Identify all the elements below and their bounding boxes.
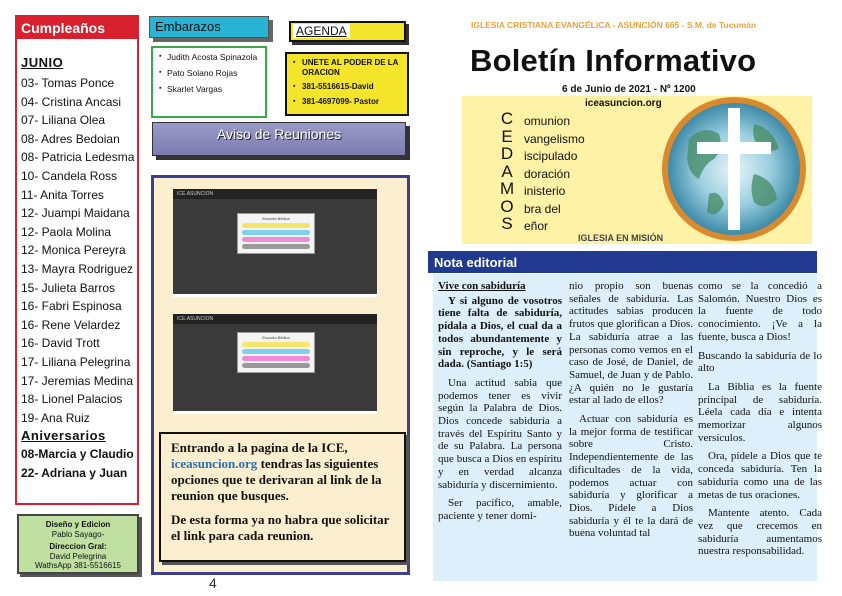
- editorial-column-3: [698, 280, 822, 564]
- editorial-paragraph: como se la concedió a Salomón. Nuestro Dios es la fuente de todo conocimiento. ¡Ve a la fuente, busca a Dios!: [698, 280, 822, 343]
- birthday-item: 12- Paola Molina: [21, 224, 112, 239]
- acrostic-word: doración: [524, 166, 571, 181]
- editorial-column-1: [438, 280, 562, 529]
- editorial-paragraph: nio propio son buenas señales de sabiduría. Las actitudes sabias producen frutos que glorifican a Dios. La sabiduría atrae a las personas como vemos en el caso de José, de Daniel, de Samuel, de Juan y de Pablo. ¿A quién no le gustaría estar al lado de ellos?: [569, 280, 693, 407]
- embarazos-box: [151, 46, 267, 118]
- reuniones-text: [159, 432, 406, 562]
- birthday-item: 07- Liliana Olea: [21, 113, 106, 128]
- director-name: David Pelegrina: [49, 551, 107, 561]
- screenshot-modal: [237, 332, 315, 373]
- agenda-box: [285, 52, 409, 116]
- embarazos-title: Embarazos: [149, 16, 269, 38]
- agenda-item: ▪ 381-5516615-David: [293, 82, 404, 92]
- anniversaries-title: Aniversarios: [21, 428, 106, 444]
- agenda-item: ▪ UNETE AL PODER DE LA ORACION: [293, 58, 404, 77]
- editorial-verse: Y si alguno de vosotros tiene falta de sabiduría, pídala a Dios, el cual da a todos abundantemente y sin reproche, y le será dada. (Santiago 1:5): [438, 294, 562, 371]
- embarazo-item: ▪ Judith Acosta Spinazola: [159, 52, 261, 62]
- website-label[interactable]: iceasuncion.org: [585, 98, 662, 109]
- editorial-paragraph: Ora, pídele a Dios que te conceda sabiduría. Ten la sabiduría como una de las metas de tus oraciones.: [698, 450, 822, 501]
- acrostic-words: [524, 113, 585, 236]
- page-number: 4: [209, 575, 217, 591]
- acrostic-word: iscipulado: [524, 149, 578, 163]
- birthday-item: 16- Fabri Espinosa: [21, 299, 122, 314]
- birthday-item: 11- Anita Torres: [21, 187, 104, 202]
- acrostic-letter: S: [501, 214, 513, 233]
- editorial-paragraph: La Biblia es la fuente principal de sabiduría. Léela cada día e intenta memorizar algunos versículos.: [698, 380, 822, 444]
- acrostic-word: eñor: [524, 219, 549, 233]
- birthday-item: 13- Mayra Rodriguez: [21, 261, 134, 276]
- acrostic-letters: [500, 110, 514, 233]
- meeting-option-pill: [242, 237, 310, 242]
- editorial-header: Nota editorial: [428, 251, 817, 273]
- whatsapp-contact: WathsApp 381-5516615: [35, 561, 121, 570]
- birthdays-panel: [15, 15, 139, 505]
- reuniones-paragraph-2: De esta forma ya no habra que solicitar el link para cada reunion.: [171, 512, 390, 543]
- reuniones-panel: [151, 175, 410, 575]
- acrostic-word: omunion: [524, 114, 571, 128]
- reuniones-title: Aviso de Reuniones: [152, 122, 406, 156]
- reuniones-paragraph-1-suffix: tendras las siguientes opciones que te derivaran al link de la reunion que busques.: [171, 456, 382, 503]
- meeting-option-pill: [242, 356, 310, 361]
- design-name: Pablo Sayago-: [51, 529, 105, 539]
- screenshot-modal-title: Escuela Bíblica: [262, 335, 290, 340]
- agenda-title-box: [289, 21, 406, 42]
- screenshot-brand: ICE.ASUNCION: [173, 314, 377, 324]
- acrostic-letter: M: [500, 179, 515, 198]
- agenda-title: AGENDA: [293, 24, 350, 38]
- birthday-item: 04- Cristina Ancasi: [21, 94, 122, 109]
- birthday-item: 18- Lionel Palacios: [21, 392, 123, 407]
- editorial-paragraph: Una actitud sabia que podemos tener es vivir según la Palabra de Dios. Dios concede sabiduría a través del Espíritu Santo y de su Palabra. La persona que busca a Dios en espíritu y en verdad alcanza sabiduría y discernimiento.: [438, 376, 562, 491]
- birthday-item: 16- Rene Velardez: [21, 317, 121, 332]
- meeting-option-pill: [242, 349, 310, 354]
- embarazo-item: ▪ Pato Solano Rojas: [159, 68, 261, 78]
- birthday-item: 15- Julieta Barros: [21, 280, 116, 295]
- birthdays-title: Cumpleaños: [17, 17, 137, 39]
- birthday-item: 12- Juampi Maidana: [21, 206, 130, 221]
- acrostic-letter: A: [501, 161, 513, 181]
- page-title: Boletín Informativo: [470, 43, 757, 78]
- editorial-subtitle: Vive con sabiduría: [438, 280, 526, 292]
- globe-cross-icon: [659, 94, 809, 244]
- anniversary-item: 22- Adriana y Juan: [21, 466, 128, 481]
- website-screenshot: [173, 189, 377, 297]
- screenshot-modal-title: Escuela Bíblica: [262, 216, 290, 221]
- acrostic-letter: C: [500, 109, 514, 128]
- birthday-item: 10- Candela Ross: [21, 168, 118, 183]
- screenshot-modal: [237, 213, 315, 254]
- editorial-column-2: [569, 280, 693, 546]
- birthdays-month: JUNIO: [21, 55, 64, 70]
- editorial-paragraph: Mantente atento. Cada vez que crecemos en sabiduría aumentamos nuestra responsabilidad.: [698, 507, 822, 558]
- editorial-paragraph: Ser pacífico, amable, paciente y tener domi-: [438, 497, 562, 522]
- anniversaries-list: [21, 445, 137, 483]
- meeting-option-pill: [242, 223, 310, 228]
- mision-label: IGLESIA EN MISIÓN: [578, 233, 664, 243]
- acrostic-letter: D: [500, 144, 514, 163]
- agenda-item: ▪ 381-4697099- Pastor: [293, 97, 404, 107]
- director-label: Direccion Gral:: [49, 542, 107, 551]
- acrostic-letter: E: [501, 126, 513, 146]
- meeting-option-pill: [242, 244, 310, 249]
- birthday-item: 12- Monica Pereyra: [21, 243, 126, 258]
- issue-date: 6 de Junio de 2021 - Nº 1200: [562, 84, 696, 95]
- reuniones-paragraph-1-prefix: Entrando a la pagina de la ICE,: [171, 440, 348, 455]
- birthday-item: 17- Jeremias Medina: [21, 373, 134, 388]
- anniversary-item: 08-Marcia y Claudio: [21, 447, 134, 462]
- editorial-section-title: Buscando la sabiduría de lo alto: [698, 349, 822, 375]
- screenshot-brand: ICE.ASUNCION: [173, 189, 377, 199]
- editorial-paragraph: Actuar con sabiduría es la mejor forma de testificar sobre Cristo. Independientemente de las dificultades de la vida, podemos actuar con sabiduría y glorificar a Dios. Pídele a Dios sabiduría y él te la dará de buena voluntad tal: [569, 413, 693, 540]
- agenda-list: [293, 58, 404, 106]
- birthday-item: 03- Tomas Ponce: [21, 76, 115, 90]
- reuniones-paragraph-1: [171, 440, 394, 504]
- birthday-item: 16- David Trott: [21, 336, 100, 351]
- birthday-item: 08- Adres Bedoian: [21, 131, 120, 146]
- website-link[interactable]: iceasuncion.org: [171, 456, 258, 471]
- birthday-item: 08- Patricia Ledesma: [21, 150, 135, 165]
- embarazo-item: ▪ Skarlet Vargas: [159, 84, 261, 94]
- acrostic-word: inisterio: [524, 184, 566, 198]
- acrostic-word: vangelismo: [524, 131, 585, 146]
- birthday-item: 17- Liliana Pelegrina: [21, 354, 131, 369]
- meeting-option-pill: [242, 230, 310, 235]
- meeting-option-pill: [242, 363, 310, 368]
- acrostic-letter: O: [500, 196, 514, 216]
- embarazos-list: [159, 52, 261, 94]
- credits-box: [17, 514, 139, 574]
- acrostic-word: bra del: [524, 201, 561, 216]
- cedamos-banner: [462, 96, 812, 244]
- website-screenshot: [173, 314, 377, 414]
- meeting-option-pill: [242, 342, 310, 347]
- design-label: Diseño y Edicion: [45, 520, 111, 529]
- church-name: IGLESIA CRISTIANA EVANGÉLICA - ASUNCIÓN 665 - S.M. de Tucumán: [471, 20, 757, 30]
- birthdays-list: [21, 74, 137, 427]
- birthday-item: 19- Ana Ruiz: [21, 410, 90, 425]
- editorial-body: [433, 274, 822, 581]
